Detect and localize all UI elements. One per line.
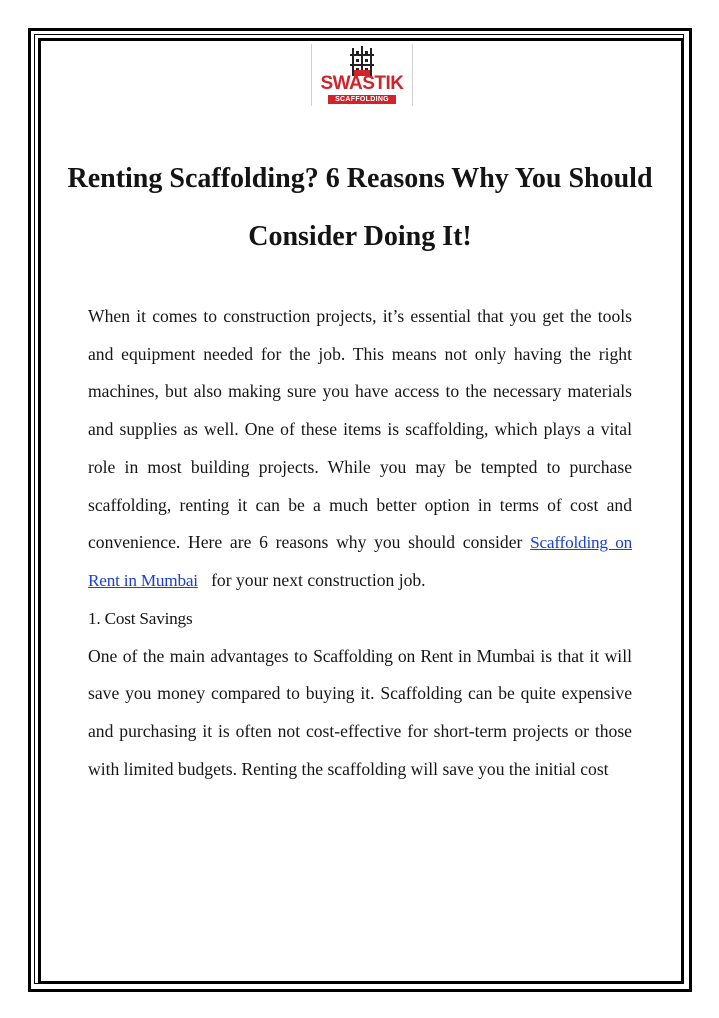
cost-savings-text-start: One of the main advantages to	[88, 645, 308, 666]
intro-text: When it comes to construction projects, it’s essential that you get the tools and equipment needed for the job. This means not only having the right machines, but also making sure you have access to the necessary materials and supplies as well. One of these items is scaffolding, which plays a vital role in most building projects. While you may be tempted to purchase scaffolding, renting it can be a much better option in terms of cost and convenience. Here are 6 reasons why you should consider	[88, 306, 632, 553]
intro-paragraph	[88, 298, 632, 600]
article-body	[88, 298, 632, 788]
swastik-logo	[311, 44, 413, 106]
intro-text-end: for your next construction job.	[211, 569, 426, 590]
keyword-scaffolding-rent: Scaffolding on Rent in Mumbai	[313, 645, 535, 666]
logo-tagline: SCAFFOLDING	[328, 95, 396, 104]
scaffolding-rent-mumbai-link[interactable]: Scaffolding on Rent in Mumbai	[88, 533, 632, 590]
section-heading-cost-savings: 1. Cost Savings	[88, 608, 193, 628]
cost-savings-paragraph	[88, 638, 632, 789]
logo-brand-text: SWASTIK	[320, 73, 404, 94]
page-title: Renting Scaffolding? 6 Reasons Why You Should Consider Doing It!	[67, 163, 653, 252]
cost-savings-text: is that it will save you money compared to buying it. Scaffolding can be quite expensive and purchasing it is often not cost-effective for short-term projects or those with limited budgets. Renting the scaffolding will save you the initial cost	[88, 645, 632, 779]
